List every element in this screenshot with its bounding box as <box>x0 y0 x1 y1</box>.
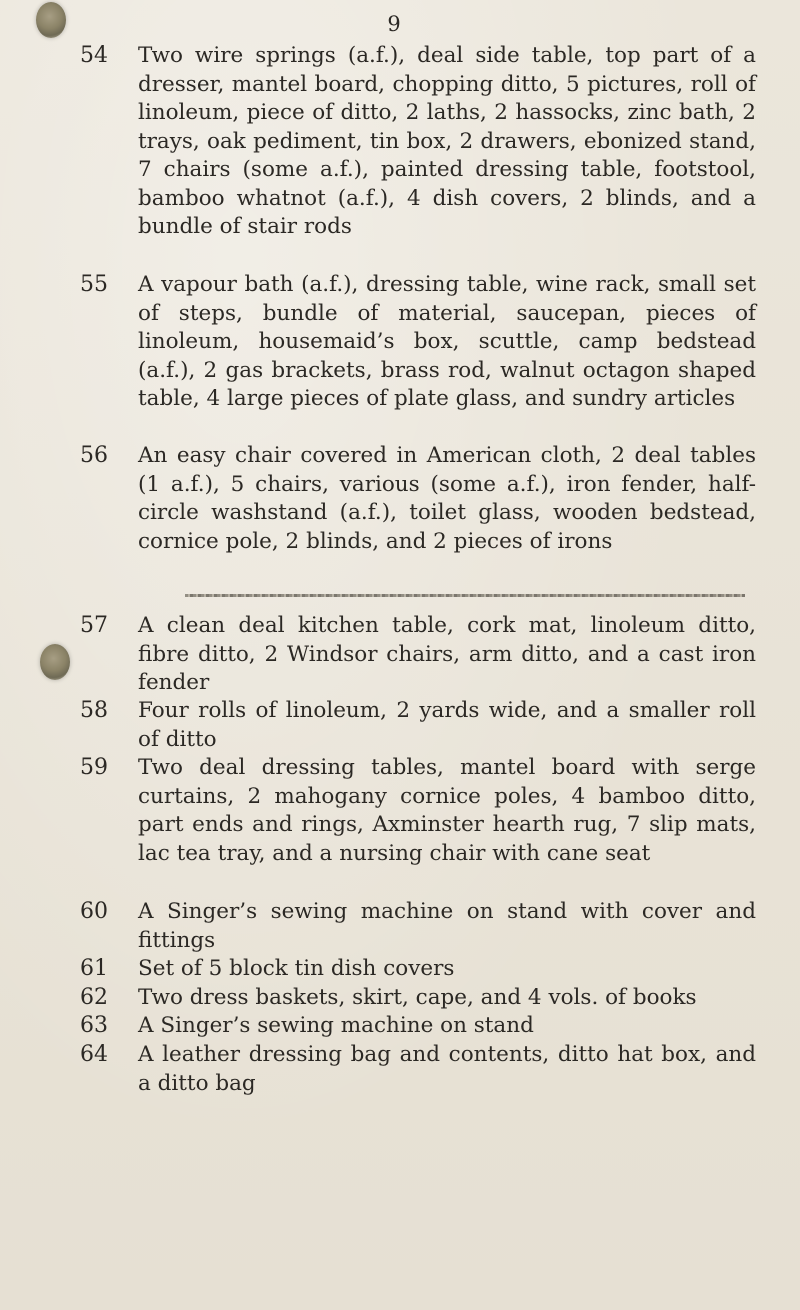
lot-number: 56 <box>80 443 108 468</box>
lot-number: 58 <box>80 698 108 723</box>
section-divider <box>185 594 745 597</box>
lot-number: 54 <box>80 43 108 68</box>
lot-description: Two wire springs (a.f.), deal side table, top part of a dresser, mantel board, chopping ditto, 5 pictures, roll of linoleum, piece of ditto, 2 laths, 2 hassocks, zinc bath, 2 trays, oak pediment, tin box, 2 drawers, ebonized stand, 7 chairs (some a.f.), painted dressing table, footstool, bamboo whatnot (a.f.), 4 dish covers, 2 blinds, and a bundle of stair rods <box>138 43 756 239</box>
page-number: 9 <box>387 12 401 36</box>
lot-number: 62 <box>80 985 108 1010</box>
lot-number: 59 <box>80 755 108 780</box>
lot-number: 57 <box>80 613 108 638</box>
lot-description: A leather dressing bag and contents, ditto hat box, and a ditto bag <box>138 1042 756 1096</box>
lot-description: A Singer’s sewing machine on stand <box>138 1013 534 1038</box>
lot-description: A vapour bath (a.f.), dressing table, wine rack, small set of steps, bundle of material, saucepan, pieces of linoleum, housemaid’s box, scuttle, camp bedstead (a.f.), 2 gas brackets, brass rod, walnut octagon shaped table, 4 large pieces of plate glass, and sundry articles <box>138 272 756 411</box>
lot-number: 60 <box>80 899 108 924</box>
lot-number: 61 <box>80 956 108 981</box>
binding-hole-middle <box>40 644 70 680</box>
lot-number: 64 <box>80 1042 108 1067</box>
lot-description: Set of 5 block tin dish covers <box>138 956 455 981</box>
lot-description: Four rolls of linoleum, 2 yards wide, and a smaller roll of ditto <box>138 698 756 752</box>
lot-description: Two dress baskets, skirt, cape, and 4 vols. of books <box>138 985 697 1010</box>
lot-number: 63 <box>80 1013 108 1038</box>
lot-description: A clean deal kitchen table, cork mat, linoleum ditto, fibre ditto, 2 Windsor chairs, arm ditto, and a cast iron fender <box>138 613 756 695</box>
lot-number: 55 <box>80 272 108 297</box>
lot-description: An easy chair covered in American cloth, 2 deal tables (1 a.f.), 5 chairs, various (some a.f.), iron fender, half-circle washstand (a.f.), toilet glass, wooden bedstead, cornice pole, 2 blinds, and 2 pieces of irons <box>138 443 756 554</box>
lot-description: Two deal dressing tables, mantel board with serge curtains, 2 mahogany cornice poles, 4 bamboo ditto, part ends and rings, Axminster hearth rug, 7 slip mats, lac tea tray, and a nursing chair with cane seat <box>138 755 756 866</box>
binding-hole-top <box>36 2 66 38</box>
lot-description: A Singer’s sewing machine on stand with cover and fittings <box>138 899 756 953</box>
